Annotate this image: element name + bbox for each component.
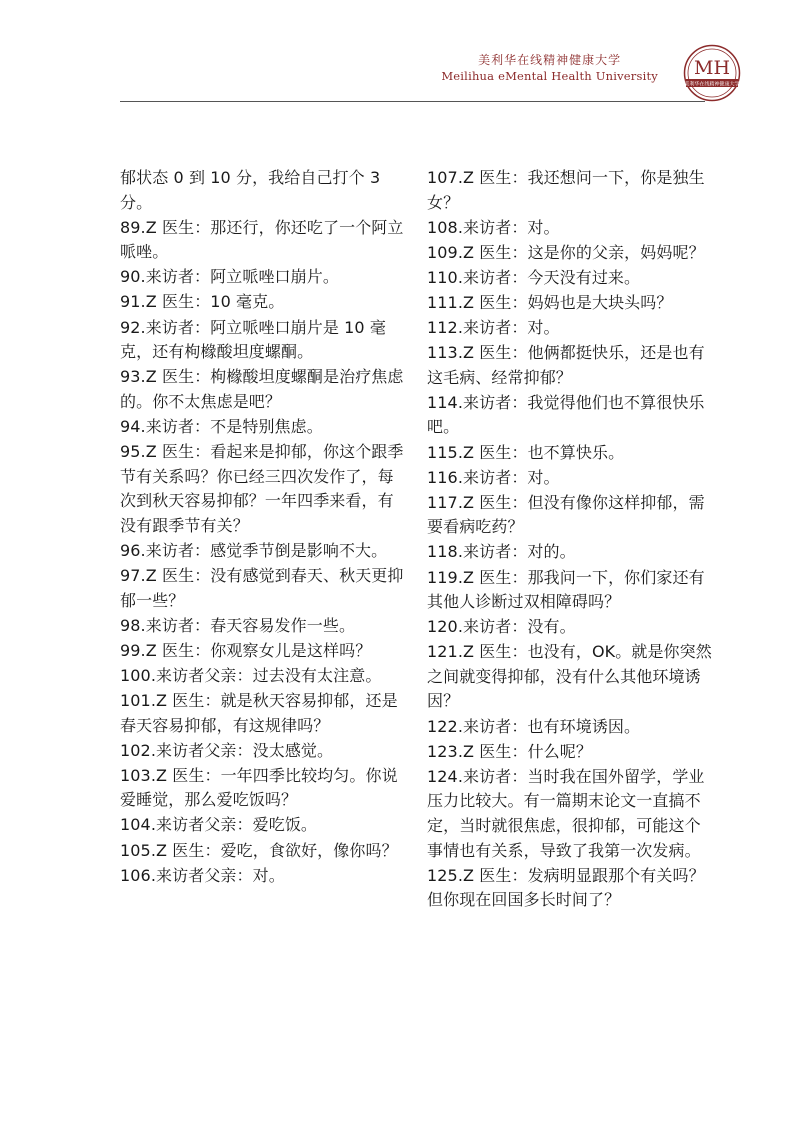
dialogue-line: 122.来访者：也有环境诱因。	[427, 716, 641, 736]
dialogue-line: 125.Z 医生：发病明显跟那个有关吗？但你现在回国多长时间了？	[427, 865, 705, 910]
dialogue-line: 123.Z 医生：什么呢？	[427, 741, 592, 761]
dialogue-line: 91.Z 医生：10 毫克。	[120, 292, 285, 312]
dialogue-line: 104.来访者父亲：爱吃饭。	[120, 815, 318, 835]
left-column	[120, 166, 406, 889]
dialogue-line: 103.Z 医生：一年四季比较均匀。你说爱睡觉，那么爱吃饭吗？	[120, 765, 398, 810]
dialogue-line: 101.Z 医生：就是秋天容易抑郁，还是春天容易抑郁，有这规律吗？	[120, 690, 398, 735]
dialogue-line: 121.Z 医生：也没有，OK。就是你突然之间就变得抑郁，没有什么其他环境诱因？	[427, 642, 712, 711]
dialogue-line: 郁状态 0 到 10 分，我给自己打个 3 分。	[120, 168, 381, 212]
dialogue-line: 92.来访者：阿立哌唑口崩片是 10 毫克，还有枸橼酸坦度螺酮。	[120, 317, 386, 362]
dialogue-line: 124.来访者：当时我在国外留学，学业压力比较大。有一篇期末论文一直搞不定，当时就很焦虑，很抑郁，可能这个事情也有关系，导致了我第一次发病。	[427, 766, 705, 860]
dialogue-line: 93.Z 医生：枸橼酸坦度螺酮是治疗焦虑的。你不太焦虑是吧？	[120, 367, 404, 411]
dialogue-line: 114.来访者：我觉得他们也不算很快乐吧。	[427, 392, 705, 437]
university-name-en: Meilihua eMental Health University	[441, 69, 658, 83]
dialogue-line: 96.来访者：感觉季节倒是影响不大。	[120, 540, 388, 560]
university-name-cn: 美利华在线精神健康大学	[478, 53, 622, 67]
dialogue-line: 95.Z 医生：看起来是抑郁，你这个跟季节有关系吗？你已经三四次发作了，每次到秋天容易抑郁？一年四季来看，有没有跟季节有关？	[120, 442, 404, 535]
dialogue-line: 100.来访者父亲：过去没有太注意。	[120, 665, 382, 685]
dialogue-line: 106.来访者父亲：对。	[120, 865, 285, 885]
dialogue-line: 120.来访者：没有。	[427, 617, 576, 637]
logo-subtext: 美利华在线精神健康大学	[684, 81, 740, 88]
dialogue-line: 118.来访者：对的。	[427, 542, 576, 562]
dialogue-line: 119.Z 医生：那我问一下，你们家还有其他人诊断过双相障碍吗？	[427, 567, 705, 612]
dialogue-line: 112.来访者：对。	[427, 318, 560, 338]
dialogue-line: 111.Z 医生：妈妈也是大块头吗？	[427, 292, 673, 312]
dialogue-line: 94.来访者：不是特别焦虑。	[120, 416, 323, 436]
dialogue-line: 115.Z 医生：也不算快乐。	[427, 442, 625, 462]
dialogue-line: 90.来访者：阿立哌唑口崩片。	[120, 267, 339, 287]
dialogue-line: 99.Z 医生：你观察女儿是这样吗？	[120, 640, 372, 660]
dialogue-line: 105.Z 医生：爱吃，食欲好，像你吗？	[120, 840, 398, 860]
dialogue-line: 116.来访者：对。	[427, 467, 560, 487]
dialogue-line: 110.来访者：今天没有过来。	[427, 267, 641, 287]
right-column	[427, 166, 713, 913]
header-divider	[120, 101, 705, 102]
dialogue-line: 97.Z 医生：没有感觉到春天、秋天更抑郁一些？	[120, 566, 404, 610]
dialogue-line: 109.Z 医生：这是你的父亲，妈妈呢？	[427, 242, 705, 262]
dialogue-line: 98.来访者：春天容易发作一些。	[120, 615, 356, 635]
dialogue-line: 108.来访者：对。	[427, 217, 560, 237]
dialogue-line: 102.来访者父亲：没太感觉。	[120, 740, 334, 760]
dialogue-line: 117.Z 医生：但没有像你这样抑郁，需要看病吃药？	[427, 492, 705, 537]
dialogue-line: 89.Z 医生：那还行，你还吃了一个阿立哌唑。	[120, 217, 404, 262]
university-logo-icon	[683, 44, 741, 102]
dialogue-line: 113.Z 医生：他俩都挺快乐，还是也有这毛病、经常抑郁？	[427, 343, 705, 387]
dialogue-line: 107.Z 医生：我还想问一下，你是独生女？	[427, 168, 705, 212]
page-header	[441, 52, 658, 84]
logo-letters: MH	[693, 57, 731, 79]
